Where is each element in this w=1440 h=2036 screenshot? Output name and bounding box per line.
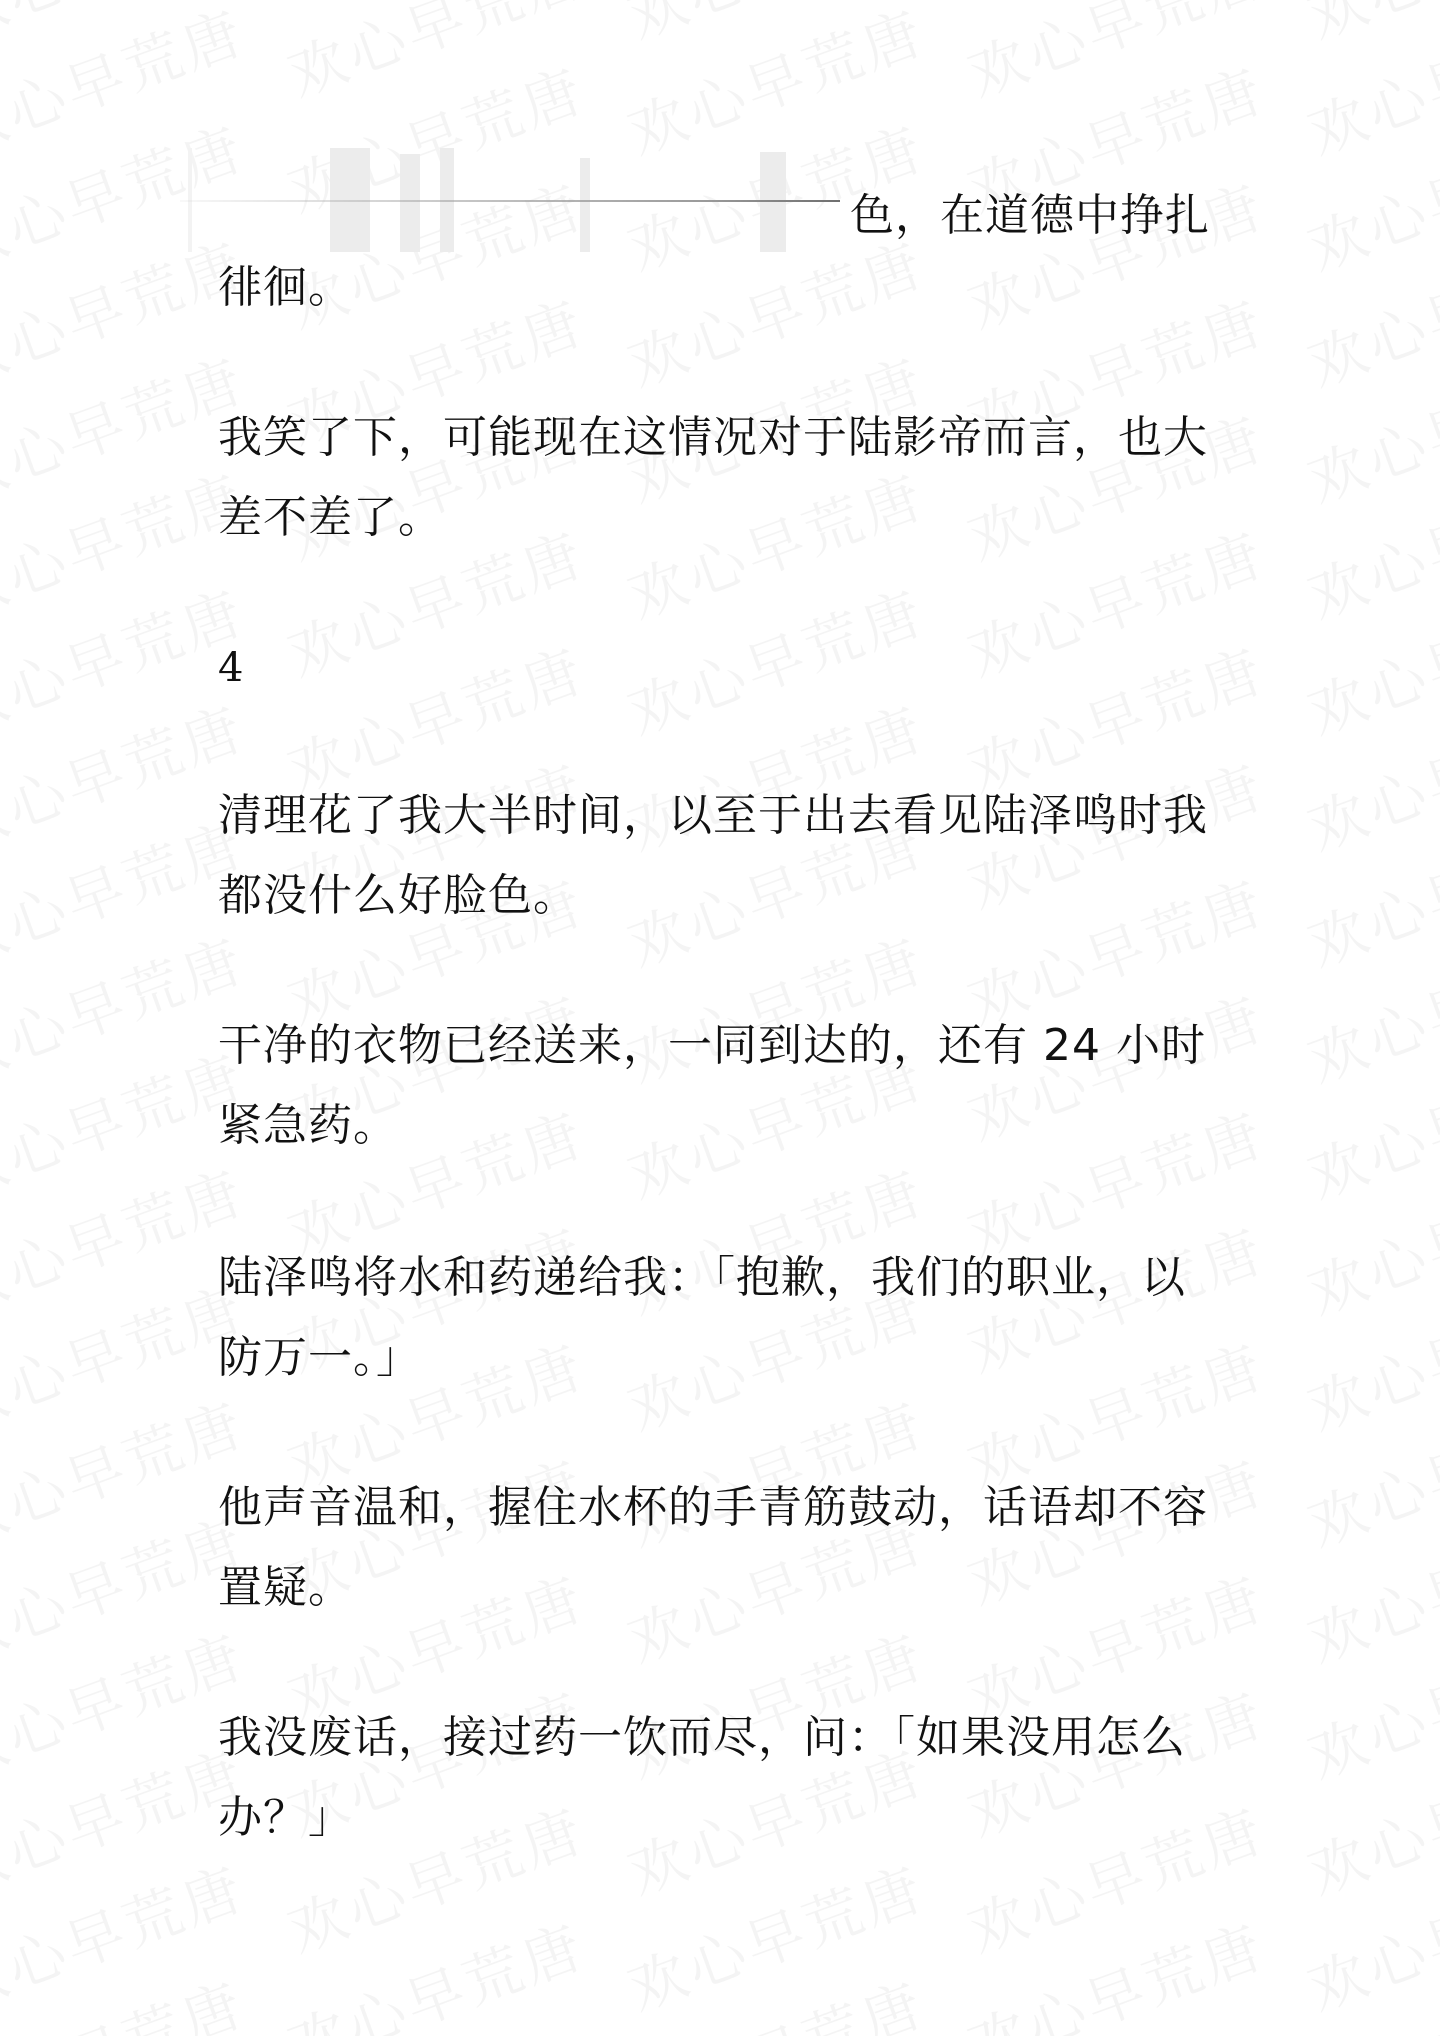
watermark-text bbox=[0, 1378, 255, 1563]
paragraph-4: 陆泽鸣将水和药递给我：「抱歉，我们的职业，以防万一。」 bbox=[218, 1252, 1186, 1383]
cropped-glyph-fragment bbox=[760, 152, 786, 252]
watermark-text bbox=[1295, 1262, 1440, 1447]
watermark-text bbox=[1295, 1030, 1440, 1215]
watermark-text bbox=[1295, 1610, 1440, 1795]
watermark-text bbox=[615, 0, 935, 170]
paragraph-5: 他声音温和，握住水杯的手青筋鼓动，话语却不容置疑。 bbox=[218, 1482, 1208, 1613]
watermark-text bbox=[275, 1900, 595, 2036]
watermark-text bbox=[0, 682, 255, 867]
watermark-text bbox=[0, 914, 255, 1099]
watermark-text bbox=[1295, 798, 1440, 983]
watermark-text bbox=[955, 0, 1275, 112]
watermark-text bbox=[1295, 1842, 1440, 2027]
watermark-text bbox=[1295, 0, 1440, 54]
watermark-text bbox=[955, 1900, 1275, 2036]
watermark-text bbox=[1295, 1494, 1440, 1679]
cropped-glyph-fragment bbox=[580, 158, 590, 252]
watermark-text bbox=[1295, 1378, 1440, 1563]
partial-line-continuation: 徘徊。 bbox=[218, 262, 353, 313]
watermark-text bbox=[0, 1146, 255, 1331]
watermark-text bbox=[0, 1494, 255, 1679]
watermark-text bbox=[1295, 102, 1440, 287]
watermark-text bbox=[1295, 682, 1440, 867]
watermark-text bbox=[275, 0, 595, 112]
watermark-text bbox=[1295, 1146, 1440, 1331]
paragraph-3: 干净的衣物已经送来，一同到达的，还有 24 小时紧急药。 bbox=[218, 1020, 1206, 1151]
watermark-text bbox=[615, 566, 935, 751]
paragraph-6: 我没废话，接过药一饮而尽，问：「如果没用怎么办？」 bbox=[218, 1712, 1186, 1843]
watermark-text bbox=[1295, 1726, 1440, 1911]
watermark-text bbox=[1295, 218, 1440, 403]
cropped-glyph-fragment bbox=[400, 154, 420, 252]
paragraph-2: 清理花了我大半时间，以至于出去看见陆泽鸣时我都没什么好脸色。 bbox=[218, 790, 1208, 921]
watermark-text bbox=[1295, 914, 1440, 1099]
watermark-text bbox=[0, 0, 255, 170]
watermark-text bbox=[0, 1030, 255, 1215]
paragraph-1: 我笑了下，可能现在这情况对于陆影帝而言，也大差不差了。 bbox=[218, 412, 1208, 543]
watermark-text bbox=[615, 0, 935, 54]
watermark-text bbox=[1295, 1958, 1440, 2036]
cropped-underline bbox=[180, 200, 840, 202]
watermark-text bbox=[275, 2016, 595, 2036]
watermark-text bbox=[615, 1842, 935, 2027]
watermark-text bbox=[0, 1958, 255, 2036]
watermark-text bbox=[0, 798, 255, 983]
watermark-text bbox=[1295, 334, 1440, 519]
partial-line-tail: 色，在道德中挣扎 bbox=[850, 190, 1210, 241]
watermark-text bbox=[0, 1262, 255, 1447]
cropped-text-strip bbox=[180, 148, 840, 252]
watermark-text bbox=[0, 566, 255, 751]
watermark-text bbox=[0, 1726, 255, 1911]
watermark-text bbox=[1295, 566, 1440, 751]
watermark-text bbox=[0, 1610, 255, 1795]
watermark-text bbox=[0, 1842, 255, 2027]
watermark-text bbox=[1295, 450, 1440, 635]
watermark-text bbox=[615, 1958, 935, 2036]
section-number: 4 bbox=[218, 645, 244, 691]
watermark-text bbox=[0, 0, 255, 54]
watermark-text bbox=[1295, 0, 1440, 170]
watermark-text bbox=[0, 334, 255, 519]
watermark-text bbox=[955, 2016, 1275, 2036]
watermark-text bbox=[0, 450, 255, 635]
